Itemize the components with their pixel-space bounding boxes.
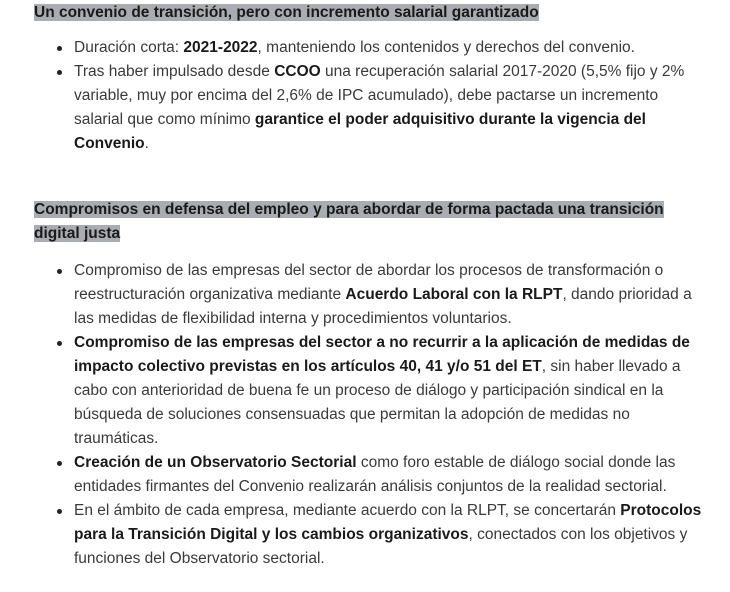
item-text: , conectados con los objetivos y funciones del Observatorio sectorial. (74, 526, 688, 567)
item-text: como foro estable de diálogo social donde las entidades firmantes del Convenio realizarán análisis conjuntos de la realidad sectorial. (74, 454, 676, 495)
item-text: En el ámbito de cada empresa, mediante acuerdo con la RLPT, se concertarán (74, 502, 621, 519)
list-item (74, 331, 708, 451)
section-heading-salary (34, 0, 708, 25)
item-text: , dando prioridad a las medidas de flexibilidad interna y procedimientos voluntarios. (74, 286, 692, 327)
item-text: . (144, 135, 149, 152)
item-text: una recuperación salarial 2017-2020 (5,5% fijo y 2% variable, muy por encima del 2,6% de IPC acumulado), debe pactarse un incremento salarial que como mínimo (74, 63, 685, 128)
heading-highlight: Compromisos en defensa del empleo y para abordar de forma pactada una transición digital justa (34, 201, 664, 242)
item-text: Compromiso de las empresas del sector de abordar los procesos de transformación o reestructuración organizativa mediante (74, 262, 664, 303)
item-bold: Acuerdo Laboral con la RLPT (345, 286, 563, 303)
list-item (74, 259, 708, 331)
item-text: , manteniendo los contenidos y derechos del convenio. (257, 39, 635, 56)
item-text: Tras haber impulsado desde (74, 63, 275, 80)
list-item (74, 499, 708, 571)
list-item (74, 36, 708, 60)
item-bold: Creación de un Observatorio Sectorial (74, 454, 357, 471)
bullet-list-salary (34, 36, 708, 156)
item-text: Duración corta: (74, 39, 184, 56)
heading-highlight: Un convenio de transición, pero con incremento salarial garantizado (34, 4, 539, 21)
list-item (74, 60, 708, 156)
item-text: , sin haber llevado a cabo con anterioridad de buena fe un proceso de diálogo y participación sindical en la búsqueda de soluciones consensuadas que permitan la adopción de medidas no traumáticas. (74, 358, 681, 447)
item-bold: CCOO (274, 63, 321, 80)
item-bold: 2021-2022 (183, 39, 258, 56)
list-item (74, 451, 708, 499)
bullet-list-employment (34, 259, 708, 571)
item-bold: Compromiso de las empresas del sector a no recurrir a la aplicación de medidas de impacto colectivo previstas en los artículos 40, 41 y/o 51 del ET (74, 334, 690, 375)
item-bold: garantice el poder adquisitivo durante la vigencia del Convenio (74, 111, 646, 152)
section-heading-employment (34, 198, 708, 246)
item-bold: Protocolos para la Transición Digital y los cambios organizativos (74, 502, 702, 543)
